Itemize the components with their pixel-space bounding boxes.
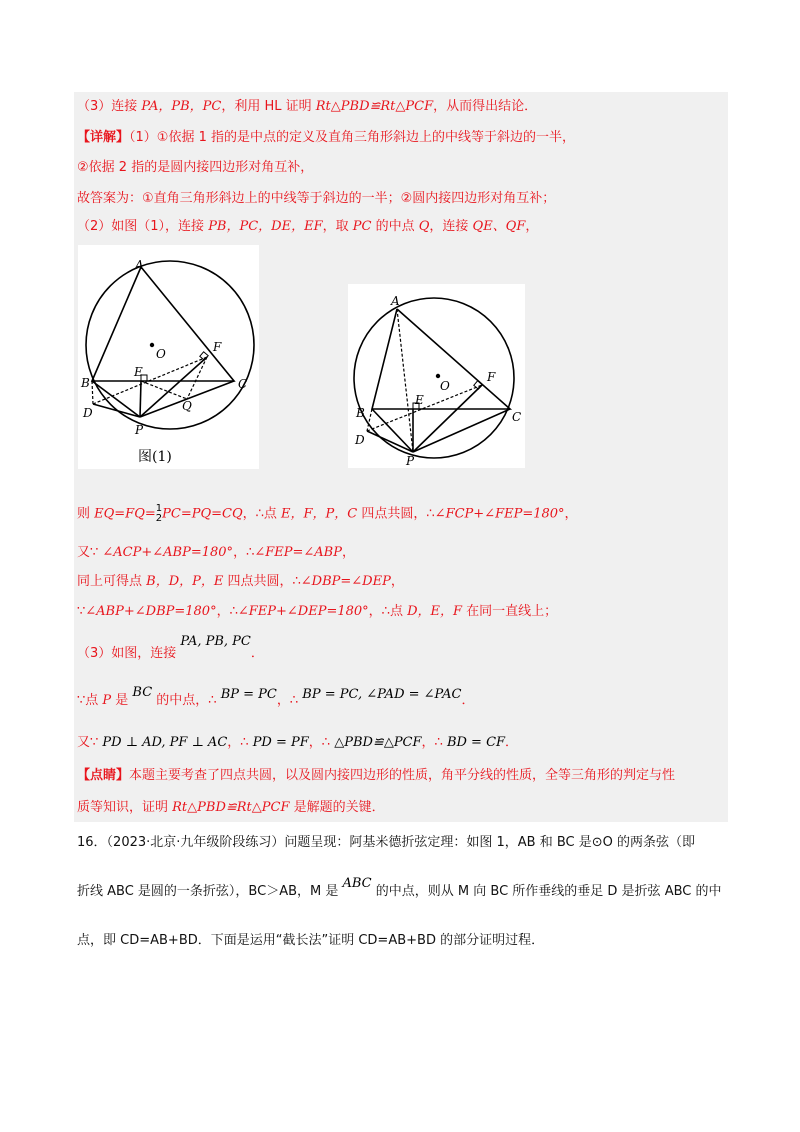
label-O: O [440, 379, 450, 393]
label-P: P [406, 454, 415, 468]
label-B: B [356, 406, 365, 420]
collinear-line: ∵∠ABP+∠DBP=180°，∴∠FEP+∠DEP=180°，∴点 D，E，F 在同一直线上； [77, 604, 558, 619]
problem-16-line-1: 16．（2023·北京·九年级阶段练习）问题呈现：阿基米德折弦定理：如图 1，AB 和 BC 是⊙O 的两条弦（即 [77, 835, 696, 850]
answer-line: 故答案为：①直角三角形斜边上的中线等于斜边的一半；②圆内接四边形对角互补； [77, 191, 556, 206]
angle-line: 又∵ ∠ACP+∠ABP=180°，∴∠FEP=∠ABP， [77, 545, 355, 560]
part3-line: （3）如图，连接 PA, PB, PC． [77, 634, 264, 661]
label-Q: Q [182, 399, 192, 413]
label-A: A [135, 258, 144, 272]
detail-line-2: ②依据 2 指的是圆内接四边形对角互补， [77, 160, 314, 175]
figure-1 [78, 245, 259, 469]
problem-16-line-3: 点，即 CD=AB+BD．下面是运用“截长法”证明 CD=AB+BD 的部分证明过程． [77, 933, 545, 948]
label-A: A [391, 294, 400, 308]
fraction-half: 1 2 [155, 503, 163, 524]
label-B: B [81, 376, 90, 390]
label-E: E [415, 393, 424, 407]
problem-16-line-2: 折线 ABC 是圆的一条折弦），BC＞AB，M 是 ABC 的中点，则从 M 向 BC 所作垂线的垂足 D 是折弦 ABC 的中 [77, 876, 722, 899]
comment-line-1: 【点睛】本题主要考查了四点共圆，以及圆内接四边形的性质，角平分线的性质，全等三角形的判定与性 [77, 768, 676, 783]
label-O: O [156, 347, 166, 361]
figure-1-caption: 图(1) [138, 449, 172, 465]
concyclic-line-1: 则 EQ=FQ=1 2PC=PQ=CQ，∴点 E，F，P，C 四点共圆，∴∠FCP+∠FEP=180°， [77, 503, 578, 524]
label-E: E [134, 365, 143, 379]
label-C: C [512, 410, 522, 424]
midpoint-line: ∵点 P 是 BC 的中点，∴ BP = PC，∴ BP = PC, ∠PAD = ∠PAC． [77, 685, 475, 708]
comment-line-2: 质等知识，证明 Rt△PBD≌Rt△PCF 是解题的关键． [77, 800, 385, 815]
figure-2-diagram [348, 284, 525, 468]
label-D: D [83, 406, 93, 420]
circle [86, 261, 254, 429]
figure-1-diagram [78, 245, 259, 469]
detail-line: 【详解】（1）①依据 1 指的是中点的定义及直角三角形斜边上的中线等于斜边的一半， [77, 130, 575, 145]
detail-tag: 【详解】 [77, 130, 130, 145]
label-F: F [487, 370, 496, 384]
label-P: P [135, 423, 144, 437]
step3-intro: （3）连接 PA，PB，PC，利用 HL 证明 Rt△PBD≌Rt△PCF，从而得出结论． [77, 99, 538, 114]
label-D: D [355, 433, 365, 447]
label-F: F [213, 340, 222, 354]
label-C: C [238, 377, 248, 391]
concyclic-line-2: 同上可得点 B，D，P，E 四点共圆，∴∠DBP=∠DEP， [77, 574, 404, 589]
congruence-line: 又∵ PD ⊥ AD, PF ⊥ AC，∴ PD = PF，∴ △PBD≌△PCF，∴ BD = CF． [77, 735, 519, 750]
comment-tag: 【点睛】 [77, 768, 130, 783]
part2-line: （2）如图（1），连接 PB，PC，DE，EF，取 PC 的中点 Q，连接 QE、QF， [77, 219, 539, 234]
figure-2 [348, 284, 525, 468]
